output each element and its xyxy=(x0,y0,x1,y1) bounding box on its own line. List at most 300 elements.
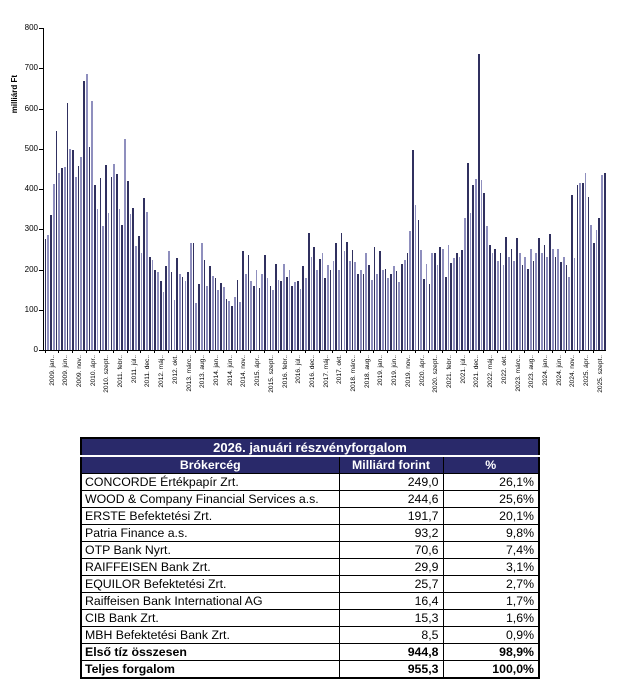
x-tick-label: 2013. márc.. xyxy=(185,355,193,392)
x-tick-label: 2011. febr.. xyxy=(117,355,125,388)
bar-month-31 xyxy=(130,214,132,350)
broker-percent: 1,6% xyxy=(443,610,539,627)
x-tick-mark xyxy=(236,350,237,353)
bar-month-99 xyxy=(316,270,318,351)
y-tick-label-200: 200 xyxy=(24,264,38,274)
bar-month-165 xyxy=(497,261,499,350)
bar-month-76 xyxy=(253,286,255,350)
broker-value: 244,6 xyxy=(339,491,443,508)
broker-value: 70,6 xyxy=(339,542,443,559)
bar-month-134 xyxy=(412,150,414,350)
y-tick-label-0: 0 xyxy=(33,345,38,354)
bar-month-79 xyxy=(261,274,263,351)
bar-month-126 xyxy=(390,274,392,351)
x-tick-label: 2013. aug.. xyxy=(199,355,207,388)
broker-row xyxy=(81,542,539,559)
bar-month-72 xyxy=(242,251,244,350)
x-tick-mark xyxy=(483,350,484,353)
bar-month-9 xyxy=(69,149,71,350)
broker-turnover-table xyxy=(80,437,540,679)
x-tick-label: 2023. aug.. xyxy=(528,355,536,388)
bar-month-170 xyxy=(511,249,513,350)
bar-month-200 xyxy=(593,243,595,351)
broker-row xyxy=(81,610,539,627)
broker-percent: 9,8% xyxy=(443,525,539,542)
bar-month-151 xyxy=(459,257,461,350)
bar-month-57 xyxy=(201,243,203,351)
broker-name: Első tíz összesen xyxy=(81,644,339,661)
bar-month-119 xyxy=(371,280,373,350)
bar-month-201 xyxy=(596,230,598,350)
bar-month-93 xyxy=(300,289,302,350)
bar-month-7 xyxy=(64,167,66,350)
x-tick-mark xyxy=(168,350,169,353)
bar-month-101 xyxy=(322,253,324,350)
bar-month-127 xyxy=(393,266,395,350)
bar-month-103 xyxy=(327,265,329,350)
bar-month-164 xyxy=(494,249,496,350)
x-tick-mark xyxy=(305,350,306,353)
x-tick-label: 2019. jún.. xyxy=(391,355,399,386)
bar-month-139 xyxy=(426,264,428,351)
bar-month-13 xyxy=(80,157,82,350)
bar-month-112 xyxy=(352,250,354,350)
bar-month-19 xyxy=(97,209,99,350)
bar-month-169 xyxy=(508,257,510,350)
broker-value: 93,2 xyxy=(339,525,443,542)
table-header-row xyxy=(81,456,539,474)
bar-month-89 xyxy=(289,270,291,350)
bar-month-117 xyxy=(365,253,367,350)
bar-month-141 xyxy=(431,253,433,350)
bar-month-144 xyxy=(439,247,441,350)
x-tick-label: 2019. nov.. xyxy=(404,355,412,388)
x-tick-label: 2009. jún.. xyxy=(62,355,70,386)
broker-row xyxy=(81,661,539,679)
x-tick-label: 2014. nov.. xyxy=(240,355,248,388)
bar-month-66 xyxy=(226,299,228,351)
bar-month-108 xyxy=(341,233,343,350)
x-tick-label: 2024. jún.. xyxy=(555,355,563,386)
x-tick-label: 2025. szept.. xyxy=(596,355,604,393)
x-tick-mark xyxy=(511,350,512,353)
y-tick-mark xyxy=(39,350,43,351)
x-tick-mark xyxy=(250,350,251,353)
bar-month-46 xyxy=(171,272,173,350)
y-tick-mark xyxy=(39,149,43,150)
table-title-row xyxy=(81,438,539,456)
col-header-value: Milliárd forint xyxy=(339,456,443,474)
x-tick-label: 2011. dec.. xyxy=(144,355,152,388)
broker-row xyxy=(81,627,539,644)
x-tick-label: 2018. aug.. xyxy=(363,355,371,388)
bar-month-155 xyxy=(470,213,472,350)
bar-month-63 xyxy=(217,290,219,350)
y-tick-mark xyxy=(39,109,43,110)
bar-month-100 xyxy=(319,259,321,350)
x-tick-mark xyxy=(442,350,443,353)
bar-month-181 xyxy=(541,253,543,350)
bar-month-167 xyxy=(503,265,505,350)
bar-month-26 xyxy=(116,174,118,350)
bar-month-61 xyxy=(212,276,214,350)
x-tick-mark xyxy=(140,350,141,353)
x-tick-label: 2018. márc.. xyxy=(350,355,358,392)
y-axis-title: milliárd Ft xyxy=(10,75,19,114)
bar-month-70 xyxy=(237,280,239,350)
bar-month-3 xyxy=(53,184,55,350)
bar-month-74 xyxy=(248,255,250,350)
x-tick-label: 2016. júl.. xyxy=(295,355,303,384)
bar-month-120 xyxy=(374,247,376,350)
broker-row xyxy=(81,559,539,576)
bar-month-143 xyxy=(437,265,439,350)
broker-row xyxy=(81,508,539,525)
bar-month-83 xyxy=(272,290,274,350)
bar-month-182 xyxy=(544,245,546,351)
bar-month-158 xyxy=(478,54,480,350)
bar-month-29 xyxy=(124,139,126,350)
broker-percent: 0,9% xyxy=(443,627,539,644)
bar-month-184 xyxy=(549,234,551,350)
bar-month-53 xyxy=(190,243,192,351)
x-tick-mark xyxy=(72,350,73,353)
bar-month-123 xyxy=(382,270,384,350)
bar-month-56 xyxy=(198,284,200,350)
bar-month-121 xyxy=(376,274,378,350)
bar-month-152 xyxy=(461,250,463,350)
bar-month-107 xyxy=(338,270,340,351)
x-tick-mark xyxy=(264,350,265,353)
broker-name: CONCORDE Értékpapír Zrt. xyxy=(81,474,339,491)
bar-month-87 xyxy=(283,264,285,351)
x-tick-mark xyxy=(86,350,87,353)
bar-month-90 xyxy=(291,286,293,350)
broker-percent: 100,0% xyxy=(443,661,539,679)
bar-month-55 xyxy=(195,303,197,350)
bar-month-27 xyxy=(119,209,121,350)
bar-month-145 xyxy=(442,249,444,350)
x-tick-mark xyxy=(593,350,594,353)
bar-month-105 xyxy=(333,261,335,350)
bar-month-161 xyxy=(486,226,488,350)
x-tick-mark xyxy=(195,350,196,353)
x-tick-label: 2019. jan.. xyxy=(377,355,385,386)
bar-month-94 xyxy=(302,266,304,351)
x-tick-mark xyxy=(401,350,402,353)
x-tick-mark xyxy=(552,350,553,353)
bar-month-20 xyxy=(100,178,102,350)
broker-name: Patria Finance a.s. xyxy=(81,525,339,542)
bar-month-136 xyxy=(418,220,420,350)
bar-month-16 xyxy=(89,147,91,350)
x-tick-label: 2023. márc.. xyxy=(514,355,522,392)
x-tick-label: 2014. jún.. xyxy=(226,355,234,386)
bar-month-166 xyxy=(500,253,502,350)
bar-month-22 xyxy=(105,165,107,350)
table-title: 2026. januári részvényforgalom xyxy=(81,438,539,456)
bar-month-40 xyxy=(154,270,156,350)
y-tick-mark xyxy=(39,28,43,29)
bar-month-125 xyxy=(387,278,389,350)
bar-month-177 xyxy=(530,249,532,350)
x-tick-mark xyxy=(45,350,46,353)
bar-month-18 xyxy=(94,185,96,350)
bar-month-124 xyxy=(385,269,387,350)
bar-month-131 xyxy=(404,260,406,350)
bar-month-48 xyxy=(176,258,178,350)
bar-month-78 xyxy=(259,288,261,350)
bar-month-135 xyxy=(415,205,417,350)
bar-month-21 xyxy=(102,226,104,350)
broker-name: RAIFFEISEN Bank Zrt. xyxy=(81,559,339,576)
broker-value: 25,7 xyxy=(339,576,443,593)
bar-month-196 xyxy=(582,183,584,350)
bar-month-199 xyxy=(590,225,592,350)
bar-month-36 xyxy=(143,198,145,350)
x-tick-mark xyxy=(373,350,374,353)
broker-value: 955,3 xyxy=(339,661,443,679)
bar-month-129 xyxy=(398,282,400,350)
bar-month-106 xyxy=(335,243,337,350)
bar-month-104 xyxy=(330,270,332,350)
bar-month-91 xyxy=(294,282,296,350)
x-tick-label: 2011. júl.. xyxy=(130,355,138,384)
x-tick-mark xyxy=(127,350,128,353)
bar-month-149 xyxy=(453,258,455,350)
y-tick-label-700: 700 xyxy=(24,63,38,73)
bar-month-175 xyxy=(524,257,526,350)
bar-month-102 xyxy=(324,278,326,351)
x-tick-label: 2017. máj.. xyxy=(322,355,330,388)
bar-month-75 xyxy=(250,281,252,350)
y-tick-mark xyxy=(39,229,43,230)
bar-month-4 xyxy=(56,131,58,350)
broker-row xyxy=(81,525,539,542)
bar-month-138 xyxy=(423,279,425,350)
bar-month-37 xyxy=(146,212,148,350)
x-tick-mark xyxy=(387,350,388,353)
x-tick-mark xyxy=(579,350,580,353)
bar-month-172 xyxy=(516,238,518,350)
x-tick-label: 2010. szept.. xyxy=(103,355,111,393)
x-tick-mark xyxy=(428,350,429,353)
bar-month-42 xyxy=(160,281,162,350)
x-tick-mark xyxy=(469,350,470,353)
bar-month-59 xyxy=(206,286,208,350)
bar-month-45 xyxy=(168,251,170,350)
broker-name: OTP Bank Nyrt. xyxy=(81,542,339,559)
bar-month-0 xyxy=(45,239,47,351)
x-tick-mark xyxy=(319,350,320,353)
bar-month-142 xyxy=(434,253,436,350)
broker-name: Teljes forgalom xyxy=(81,661,339,679)
bar-month-14 xyxy=(83,81,85,350)
bar-month-58 xyxy=(204,260,206,350)
broker-name: CIB Bank Zrt. xyxy=(81,610,339,627)
broker-row xyxy=(81,491,539,508)
x-tick-mark xyxy=(209,350,210,353)
x-tick-label: 2025. ápr.. xyxy=(583,355,591,387)
bar-month-168 xyxy=(505,237,507,351)
bar-month-32 xyxy=(132,208,134,351)
bar-month-65 xyxy=(223,287,225,350)
y-tick-label-500: 500 xyxy=(24,143,38,153)
broker-value: 8,5 xyxy=(339,627,443,644)
bar-month-180 xyxy=(538,238,540,350)
broker-percent: 98,9% xyxy=(443,644,539,661)
bar-month-130 xyxy=(401,264,403,351)
x-tick-mark xyxy=(524,350,525,353)
x-tick-label: 2016. febr.. xyxy=(281,355,289,388)
bar-month-174 xyxy=(522,265,524,350)
bar-month-137 xyxy=(420,250,422,350)
bar-month-81 xyxy=(267,278,269,351)
broker-percent: 26,1% xyxy=(443,474,539,491)
x-tick-mark xyxy=(154,350,155,353)
bar-month-111 xyxy=(349,261,351,350)
y-tick-mark xyxy=(39,189,43,190)
bar-month-1 xyxy=(47,235,49,351)
x-tick-label: 2015. szept.. xyxy=(267,355,275,393)
bar-month-50 xyxy=(182,277,184,350)
x-tick-label: 2020. szept.. xyxy=(432,355,440,393)
bar-month-97 xyxy=(311,257,313,350)
bar-month-187 xyxy=(557,249,559,350)
bar-month-68 xyxy=(231,306,233,350)
bar-month-115 xyxy=(360,270,362,351)
x-tick-mark xyxy=(182,350,183,353)
bar-month-98 xyxy=(313,247,315,350)
bar-month-96 xyxy=(308,233,310,350)
x-tick-mark xyxy=(99,350,100,353)
x-tick-label: 2010. ápr.. xyxy=(89,355,97,387)
bar-month-15 xyxy=(86,74,88,350)
bar-month-183 xyxy=(546,257,548,350)
bar-month-5 xyxy=(58,173,60,350)
broker-value: 191,7 xyxy=(339,508,443,525)
broker-value: 944,8 xyxy=(339,644,443,661)
bar-month-38 xyxy=(149,257,151,350)
broker-percent: 7,4% xyxy=(443,542,539,559)
broker-percent: 20,1% xyxy=(443,508,539,525)
x-tick-label: 2021. dec.. xyxy=(473,355,481,388)
bar-month-195 xyxy=(579,183,581,350)
bar-month-62 xyxy=(215,278,217,351)
x-tick-mark xyxy=(291,350,292,353)
bar-month-71 xyxy=(239,302,241,350)
bar-month-54 xyxy=(193,243,195,350)
bar-month-185 xyxy=(552,249,554,350)
bar-month-203 xyxy=(601,175,603,350)
bar-month-198 xyxy=(588,197,590,350)
x-tick-label: 2014. jan.. xyxy=(212,355,220,386)
x-tick-label: 2022. máj.. xyxy=(487,355,495,388)
broker-row xyxy=(81,593,539,610)
bar-month-6 xyxy=(61,168,63,350)
bar-month-194 xyxy=(577,185,579,350)
broker-value: 16,4 xyxy=(339,593,443,610)
bar-month-116 xyxy=(363,274,365,350)
x-tick-label: 2024. nov.. xyxy=(569,355,577,388)
bar-month-110 xyxy=(346,242,348,350)
bar-month-8 xyxy=(67,103,69,350)
bar-month-178 xyxy=(533,261,535,350)
y-tick-mark xyxy=(39,68,43,69)
broker-percent: 3,1% xyxy=(443,559,539,576)
bar-month-163 xyxy=(492,253,494,350)
broker-name: ERSTE Befektetési Zrt. xyxy=(81,508,339,525)
broker-name: MBH Befektetési Bank Zrt. xyxy=(81,627,339,644)
x-tick-label: 2012. okt. xyxy=(171,355,179,384)
x-tick-label: 2021. febr.. xyxy=(446,355,453,388)
bar-month-186 xyxy=(555,257,557,350)
bar-month-157 xyxy=(475,179,477,351)
col-header-percent: % xyxy=(443,456,539,474)
bar-month-33 xyxy=(135,246,137,350)
bar-month-82 xyxy=(270,286,272,350)
bar-month-11 xyxy=(75,177,77,350)
bar-month-171 xyxy=(513,261,515,350)
bar-month-85 xyxy=(278,280,280,350)
broker-percent: 1,7% xyxy=(443,593,539,610)
y-tick-label-400: 400 xyxy=(24,184,38,193)
bar-month-49 xyxy=(179,274,181,350)
bar-month-69 xyxy=(234,297,236,350)
bar-month-133 xyxy=(409,231,411,350)
bar-month-80 xyxy=(264,255,266,350)
y-tick-label-100: 100 xyxy=(24,304,38,314)
broker-row xyxy=(81,644,539,661)
bar-month-73 xyxy=(245,274,247,351)
bar-month-88 xyxy=(286,277,288,350)
bar-month-24 xyxy=(111,177,113,350)
x-tick-mark xyxy=(332,350,333,353)
bar-month-17 xyxy=(91,101,93,350)
broker-value: 29,9 xyxy=(339,559,443,576)
broker-row xyxy=(81,474,539,491)
x-tick-label: 2015. ápr.. xyxy=(254,355,262,387)
bar-month-35 xyxy=(141,253,143,350)
broker-percent: 25,6% xyxy=(443,491,539,508)
bar-month-92 xyxy=(297,281,299,350)
x-tick-label: 2012. máj.. xyxy=(158,355,166,388)
bar-month-193 xyxy=(574,258,576,350)
bar-month-44 xyxy=(165,266,167,350)
y-tick-mark xyxy=(39,270,43,271)
y-tick-label-300: 300 xyxy=(24,224,38,234)
bar-month-51 xyxy=(185,281,187,350)
bar-month-147 xyxy=(448,245,450,350)
bar-month-52 xyxy=(187,272,189,351)
bar-month-188 xyxy=(560,262,562,350)
bar-month-67 xyxy=(228,301,230,350)
bar-month-202 xyxy=(598,218,600,350)
x-tick-label: 2017. okt. xyxy=(336,355,344,384)
col-header-broker: Brókercég xyxy=(81,456,339,474)
y-tick-mark xyxy=(39,310,43,311)
bar-month-77 xyxy=(256,270,258,350)
bar-month-118 xyxy=(368,265,370,350)
broker-row xyxy=(81,576,539,593)
bar-month-41 xyxy=(157,272,159,351)
bar-month-12 xyxy=(78,166,80,350)
bar-month-190 xyxy=(566,265,568,350)
x-tick-mark xyxy=(278,350,279,353)
x-tick-label: 2016. dec.. xyxy=(308,355,316,388)
x-tick-label: 2009. nov.. xyxy=(75,355,83,388)
bar-month-23 xyxy=(108,213,110,350)
